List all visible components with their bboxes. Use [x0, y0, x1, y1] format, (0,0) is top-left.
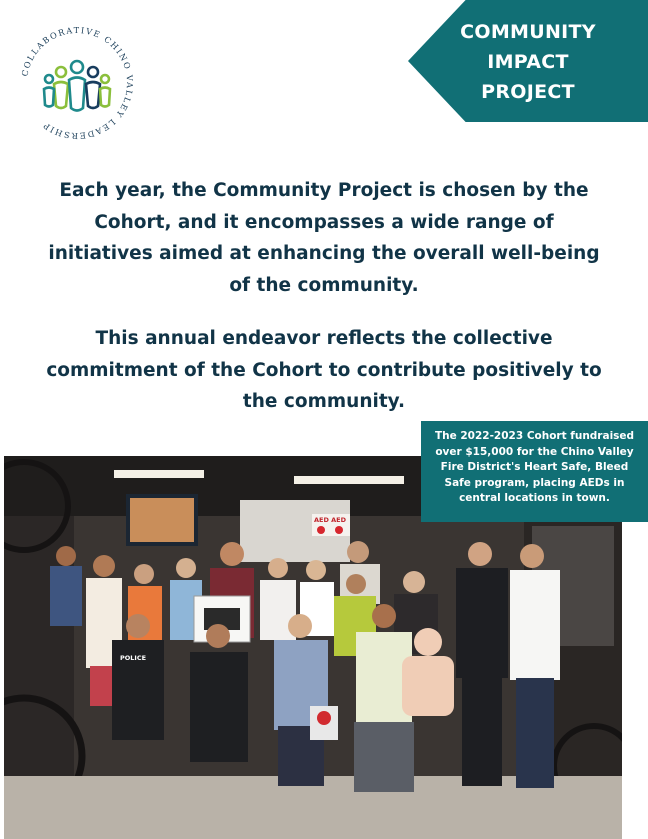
logo-arc-text: COLLABORATIVE CHINO VALLEY LEADERSHIP — [19, 24, 136, 142]
banner-line-1: COMMUNITY — [460, 21, 596, 43]
aed-sign-text: AED AED — [314, 516, 346, 524]
banner-title — [408, 17, 648, 107]
banner-line-2: IMPACT — [487, 51, 569, 73]
intro-paragraph: Each year, the Community Project is chosen by the Cohort, and it encompasses a wide range of initiatives aimed at enhancing the overall well-being of the community. — [48, 180, 600, 296]
fundraising-caption: The 2022-2023 Cohort fundraised over $15,000 for the Chino Valley Fire District's Heart Safe, Bleed Safe program, placing AEDs in central locations in town. — [421, 421, 648, 522]
banner-line-3: PROJECT — [481, 81, 575, 103]
leadership-logo — [16, 22, 138, 144]
police-badge-text: POLICE — [120, 654, 147, 662]
commitment-paragraph: This annual endeavor reflects the collective commitment of the Cohort to contribute positively to the community. — [46, 328, 602, 412]
logo-graphic — [16, 22, 138, 144]
